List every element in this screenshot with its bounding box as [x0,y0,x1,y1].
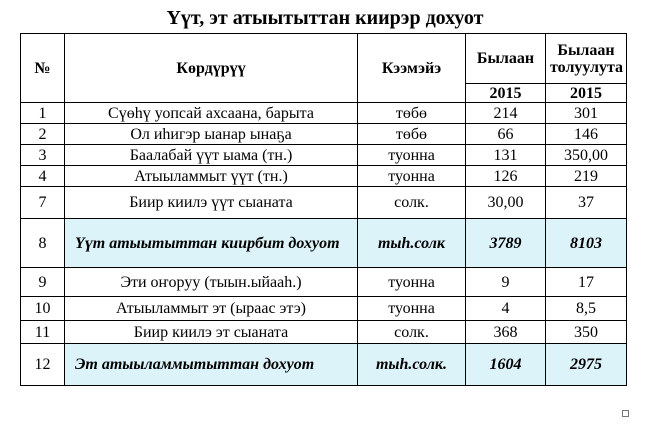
row-unit: туонна [358,268,466,297]
row-indicator: Атыыламмыт үүт (тн.) [65,166,358,187]
row-unit: төбө [358,103,466,124]
table-row [21,166,627,187]
table-row [21,124,627,145]
row-unit: тыһ.солк. [358,344,466,386]
row-indicator: Эти оҥоруу (тыын.ыйааһ.) [65,268,358,297]
row-unit: туонна [358,166,466,187]
table-row [21,297,627,321]
row-unit: тыһ.солк [358,219,466,268]
table-row [21,268,627,297]
row-unit: солк. [358,321,466,344]
row-num: 9 [21,268,65,297]
document-title: Үүт, эт атыытыттан киирэр дохуот [166,7,484,29]
table-row [21,187,627,219]
row-num: 8 [21,219,65,268]
row-unit: туонна [358,145,466,166]
resize-handle[interactable] [622,410,629,417]
row-indicator: Эт атыыламмытыттан дохуот [65,344,358,386]
row-plan: 3789 [466,219,546,268]
row-indicator: Атыыламмыт эт (ыраас этэ) [65,297,358,321]
row-plan: 368 [466,321,546,344]
table-row [21,321,627,344]
row-plan: 214 [466,103,546,124]
col-header-plan: Былаан [466,34,546,84]
row-num: 11 [21,321,65,344]
row-plan: 131 [466,145,546,166]
row-num: 10 [21,297,65,321]
row-fulfilment: 146 [546,124,627,145]
row-fulfilment: 350,00 [546,145,627,166]
row-indicator: Ол иһигэр ыанар ынаҕа [65,124,358,145]
table-row [21,145,627,166]
col-header-year-fulfilment: 2015 [546,84,627,103]
row-num: 12 [21,344,65,386]
row-unit: төбө [358,124,466,145]
row-plan: 9 [466,268,546,297]
row-plan: 1604 [466,344,546,386]
row-num: 3 [21,145,65,166]
row-fulfilment: 17 [546,268,627,297]
col-header-unit: Кээмэйэ [358,34,466,103]
row-plan: 30,00 [466,187,546,219]
table-row [21,103,627,124]
row-fulfilment: 350 [546,321,627,344]
row-unit: туонна [358,297,466,321]
row-num: 1 [21,103,65,124]
row-indicator: Баалабай үүт ыама (тн.) [65,145,358,166]
row-fulfilment: 8,5 [546,297,627,321]
row-unit: солк. [358,187,466,219]
row-indicator: Үүт атыытыттан киирбит дохуот [65,219,358,268]
table-row-highlighted [21,344,627,386]
row-fulfilment: 8103 [546,219,627,268]
row-indicator: Биир киилэ эт сыаната [65,321,358,344]
data-table [20,33,627,386]
row-indicator: Биир киилэ үүт сыаната [65,187,358,219]
row-num: 4 [21,166,65,187]
header-row [21,34,627,84]
row-fulfilment: 37 [546,187,627,219]
row-num: 2 [21,124,65,145]
row-plan: 126 [466,166,546,187]
row-plan: 4 [466,297,546,321]
row-indicator: Сүөһү уопсай ахсаана, барыта [65,103,358,124]
col-header-year-plan: 2015 [466,84,546,103]
row-plan: 66 [466,124,546,145]
row-fulfilment: 301 [546,103,627,124]
row-fulfilment: 219 [546,166,627,187]
row-num: 7 [21,187,65,219]
table-row-highlighted [21,219,627,268]
row-fulfilment: 2975 [546,344,627,386]
col-header-fulfilment: Былаан толуулута [546,34,627,84]
col-header-name: Көрдүрүү [65,34,358,103]
col-header-num: № [21,34,65,103]
